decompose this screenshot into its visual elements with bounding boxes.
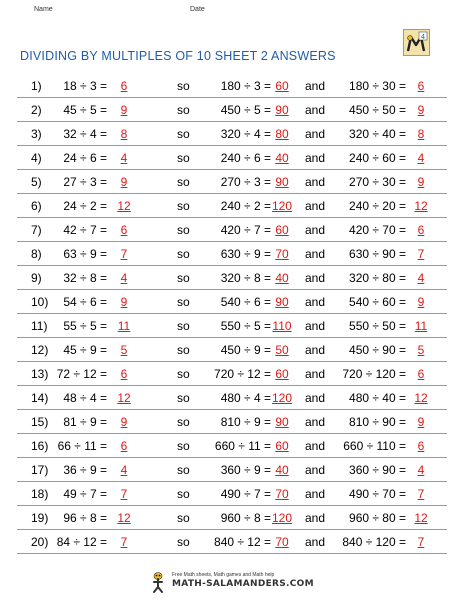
connector-so: so: [177, 535, 190, 549]
answer-3: 4: [417, 463, 425, 477]
question-1: 32 ÷ 8 =: [63, 271, 107, 285]
answer-2: 80: [275, 127, 289, 141]
answer-1: 7: [120, 487, 128, 501]
answer-2: 40: [275, 463, 289, 477]
question-3: 360 ÷ 90 =: [349, 463, 406, 477]
problem-number: 19): [31, 511, 49, 525]
question-3: 630 ÷ 90 =: [349, 247, 406, 261]
question-3: 180 ÷ 30 =: [349, 79, 406, 93]
connector-so: so: [177, 391, 190, 405]
question-1: 96 ÷ 8 =: [63, 511, 107, 525]
connector-and: and: [305, 367, 326, 381]
answer-3: 8: [417, 127, 425, 141]
connector-so: so: [177, 295, 190, 309]
answer-3: 12: [414, 511, 428, 525]
problem-number: 2): [31, 103, 42, 117]
problem-row: [17, 241, 447, 266]
answer-1: 9: [120, 103, 128, 117]
problem-row: [17, 385, 447, 410]
connector-so: so: [177, 271, 190, 285]
answer-3: 9: [417, 415, 425, 429]
connector-and: and: [305, 175, 326, 189]
problem-number: 5): [31, 175, 42, 189]
connector-so: so: [177, 439, 190, 453]
question-3: 320 ÷ 80 =: [349, 271, 406, 285]
question-3: 960 ÷ 80 =: [349, 511, 406, 525]
question-2: 320 ÷ 8 =: [220, 271, 271, 285]
problem-row: [17, 217, 447, 242]
question-3: 540 ÷ 60 =: [349, 295, 406, 309]
answer-3: 7: [417, 247, 425, 261]
question-2: 360 ÷ 9 =: [220, 463, 271, 477]
problem-number: 20): [31, 535, 49, 549]
problem-number: 7): [31, 223, 42, 237]
problem-row: [17, 169, 447, 194]
connector-and: and: [305, 391, 326, 405]
problem-row: [17, 121, 447, 146]
question-2: 480 ÷ 4 =: [220, 391, 271, 405]
question-3: 720 ÷ 120 =: [342, 367, 406, 381]
problem-row: [17, 265, 447, 290]
answer-2: 90: [275, 415, 289, 429]
date-label: Date: [190, 6, 205, 13]
connector-so: so: [177, 103, 190, 117]
answer-2: 60: [275, 367, 289, 381]
question-2: 420 ÷ 7 =: [220, 223, 271, 237]
page-title: DIVIDING BY MULTIPLES OF 10 SHEET 2 ANSWERS: [20, 49, 336, 63]
question-1: 72 ÷ 12 =: [56, 367, 107, 381]
answer-1: 4: [120, 271, 128, 285]
problem-number: 1): [31, 79, 42, 93]
question-2: 720 ÷ 12 =: [214, 367, 271, 381]
answer-1: 6: [120, 367, 128, 381]
connector-and: and: [305, 343, 326, 357]
answer-3: 12: [414, 199, 428, 213]
connector-so: so: [177, 319, 190, 333]
connector-and: and: [305, 511, 326, 525]
problem-row: [17, 529, 447, 554]
problem-number: 11): [31, 319, 48, 333]
answer-3: 7: [417, 535, 425, 549]
problem-row: [17, 97, 447, 122]
footer-tagline: Free Math sheets, Math games and Math help: [172, 572, 275, 578]
question-3: 660 ÷ 110 =: [343, 439, 406, 453]
answer-1: 12: [117, 391, 131, 405]
question-1: 54 ÷ 6 =: [63, 295, 107, 309]
question-1: 84 ÷ 12 =: [56, 535, 107, 549]
answer-1: 9: [120, 415, 128, 429]
question-3: 420 ÷ 70 =: [349, 223, 406, 237]
answer-3: 9: [417, 175, 425, 189]
answer-2: 120: [271, 391, 293, 405]
question-1: 24 ÷ 6 =: [63, 151, 107, 165]
problem-number: 10): [31, 295, 49, 309]
question-2: 240 ÷ 2 =: [220, 199, 271, 213]
connector-and: and: [305, 103, 326, 117]
problem-row: [17, 313, 447, 338]
answer-1: 7: [120, 535, 128, 549]
question-1: 18 ÷ 3 =: [63, 79, 107, 93]
answer-3: 9: [417, 103, 425, 117]
question-1: 36 ÷ 9 =: [63, 463, 107, 477]
answer-1: 9: [120, 295, 128, 309]
question-3: 320 ÷ 40 =: [349, 127, 406, 141]
problem-number: 8): [31, 247, 42, 261]
question-1: 32 ÷ 4 =: [63, 127, 107, 141]
problem-row: [17, 337, 447, 362]
connector-so: so: [177, 175, 190, 189]
answer-1: 5: [120, 343, 128, 357]
question-2: 660 ÷ 11 =: [214, 439, 271, 453]
connector-and: and: [305, 127, 326, 141]
question-1: 27 ÷ 3 =: [63, 175, 107, 189]
connector-so: so: [177, 223, 190, 237]
answer-3: 6: [417, 439, 425, 453]
problem-row: [17, 193, 447, 218]
answer-3: 12: [414, 391, 428, 405]
footer-brand: MATH-SALAMANDERS.COM: [172, 579, 314, 589]
connector-so: so: [177, 247, 190, 261]
question-3: 550 ÷ 50 =: [349, 319, 406, 333]
connector-and: and: [305, 223, 326, 237]
answer-1: 12: [117, 199, 131, 213]
question-2: 540 ÷ 6 =: [220, 295, 271, 309]
problem-number: 9): [31, 271, 42, 285]
answer-1: 12: [117, 511, 131, 525]
answer-2: 70: [275, 487, 289, 501]
connector-and: and: [305, 151, 326, 165]
connector-and: and: [305, 319, 326, 333]
answer-2: 90: [275, 295, 289, 309]
salamander-logo-icon: [404, 30, 429, 55]
problem-number: 17): [31, 463, 49, 477]
connector-and: and: [305, 247, 326, 261]
connector-and: and: [305, 535, 326, 549]
problem-row: [17, 361, 447, 386]
connector-so: so: [177, 415, 190, 429]
connector-and: and: [305, 199, 326, 213]
answer-3: 4: [417, 271, 425, 285]
question-2: 450 ÷ 9 =: [220, 343, 271, 357]
answer-2: 120: [271, 511, 293, 525]
answer-1: 4: [120, 151, 128, 165]
connector-and: and: [305, 79, 326, 93]
problem-number: 18): [31, 487, 49, 501]
answer-1: 6: [120, 223, 128, 237]
question-3: 840 ÷ 120 =: [342, 535, 406, 549]
question-2: 960 ÷ 8 =: [220, 511, 271, 525]
connector-and: and: [305, 415, 326, 429]
connector-and: and: [305, 295, 326, 309]
answer-2: 120: [271, 199, 293, 213]
connector-and: and: [305, 463, 326, 477]
answer-3: 11: [414, 319, 428, 333]
salamander-mascot-icon: [148, 571, 168, 593]
answer-1: 11: [117, 319, 131, 333]
connector-so: so: [177, 343, 190, 357]
question-2: 840 ÷ 12 =: [214, 535, 271, 549]
question-3: 480 ÷ 40 =: [349, 391, 406, 405]
answer-3: 9: [417, 295, 425, 309]
question-2: 810 ÷ 9 =: [220, 415, 271, 429]
question-1: 55 ÷ 5 =: [63, 319, 107, 333]
name-label: Name: [34, 6, 53, 13]
question-3: 450 ÷ 90 =: [349, 343, 406, 357]
problem-number: 14): [31, 391, 49, 405]
problem-number: 16): [31, 439, 49, 453]
question-2: 270 ÷ 3 =: [220, 175, 271, 189]
answer-1: 4: [120, 463, 128, 477]
answer-2: 50: [275, 343, 289, 357]
connector-so: so: [177, 199, 190, 213]
question-2: 320 ÷ 4 =: [220, 127, 271, 141]
problem-number: 13): [31, 367, 49, 381]
connector-so: so: [177, 487, 190, 501]
answer-2: 70: [275, 247, 289, 261]
problem-row: [17, 145, 447, 170]
question-2: 490 ÷ 7 =: [220, 487, 271, 501]
question-2: 550 ÷ 5 =: [220, 319, 271, 333]
answer-2: 60: [275, 79, 289, 93]
answer-1: 9: [120, 175, 128, 189]
question-2: 240 ÷ 6 =: [220, 151, 271, 165]
problem-row: [17, 289, 447, 314]
connector-so: so: [177, 367, 190, 381]
answer-3: 7: [417, 487, 425, 501]
connector-and: and: [305, 439, 326, 453]
answer-3: 6: [417, 223, 425, 237]
question-1: 45 ÷ 5 =: [63, 103, 107, 117]
answer-3: 6: [417, 367, 425, 381]
connector-so: so: [177, 79, 190, 93]
question-3: 270 ÷ 30 =: [349, 175, 406, 189]
connector-so: so: [177, 463, 190, 477]
question-3: 240 ÷ 20 =: [349, 199, 406, 213]
answer-3: 4: [417, 151, 425, 165]
answer-2: 90: [275, 103, 289, 117]
salamander-logo: [403, 29, 430, 56]
problem-number: 6): [31, 199, 42, 213]
problem-number: 4): [31, 151, 42, 165]
answer-3: 6: [417, 79, 425, 93]
problem-row: [17, 505, 447, 530]
connector-so: so: [177, 127, 190, 141]
question-1: 63 ÷ 9 =: [63, 247, 107, 261]
question-1: 49 ÷ 7 =: [63, 487, 107, 501]
question-3: 810 ÷ 90 =: [349, 415, 406, 429]
question-1: 66 ÷ 11 =: [57, 439, 107, 453]
question-2: 630 ÷ 9 =: [220, 247, 271, 261]
question-3: 490 ÷ 70 =: [349, 487, 406, 501]
problem-number: 15): [31, 415, 49, 429]
question-1: 45 ÷ 9 =: [63, 343, 107, 357]
problem-row: [17, 481, 447, 506]
connector-and: and: [305, 271, 326, 285]
answer-2: 40: [275, 271, 289, 285]
answer-2: 60: [275, 439, 289, 453]
footer: [148, 571, 318, 593]
answer-2: 70: [275, 535, 289, 549]
connector-so: so: [177, 511, 190, 525]
question-3: 450 ÷ 50 =: [349, 103, 406, 117]
problem-row: [17, 409, 447, 434]
question-1: 48 ÷ 4 =: [63, 391, 107, 405]
answer-3: 5: [417, 343, 425, 357]
answer-2: 40: [275, 151, 289, 165]
question-2: 450 ÷ 5 =: [220, 103, 271, 117]
answer-2: 110: [272, 319, 292, 333]
problem-number: 12): [31, 343, 49, 357]
problem-row: [17, 433, 447, 458]
question-1: 81 ÷ 9 =: [63, 415, 107, 429]
answer-1: 6: [120, 79, 128, 93]
answer-1: 8: [120, 127, 128, 141]
question-2: 180 ÷ 3 =: [220, 79, 271, 93]
problem-row: [17, 73, 447, 98]
question-1: 24 ÷ 2 =: [63, 199, 107, 213]
problem-number: 3): [31, 127, 42, 141]
connector-so: so: [177, 151, 190, 165]
question-3: 240 ÷ 60 =: [349, 151, 406, 165]
answer-1: 7: [120, 247, 128, 261]
problem-row: [17, 457, 447, 482]
question-1: 42 ÷ 7 =: [63, 223, 107, 237]
connector-and: and: [305, 487, 326, 501]
logo-number: 4: [420, 33, 426, 41]
answer-2: 90: [275, 175, 289, 189]
answer-1: 6: [120, 439, 128, 453]
answer-2: 60: [275, 223, 289, 237]
